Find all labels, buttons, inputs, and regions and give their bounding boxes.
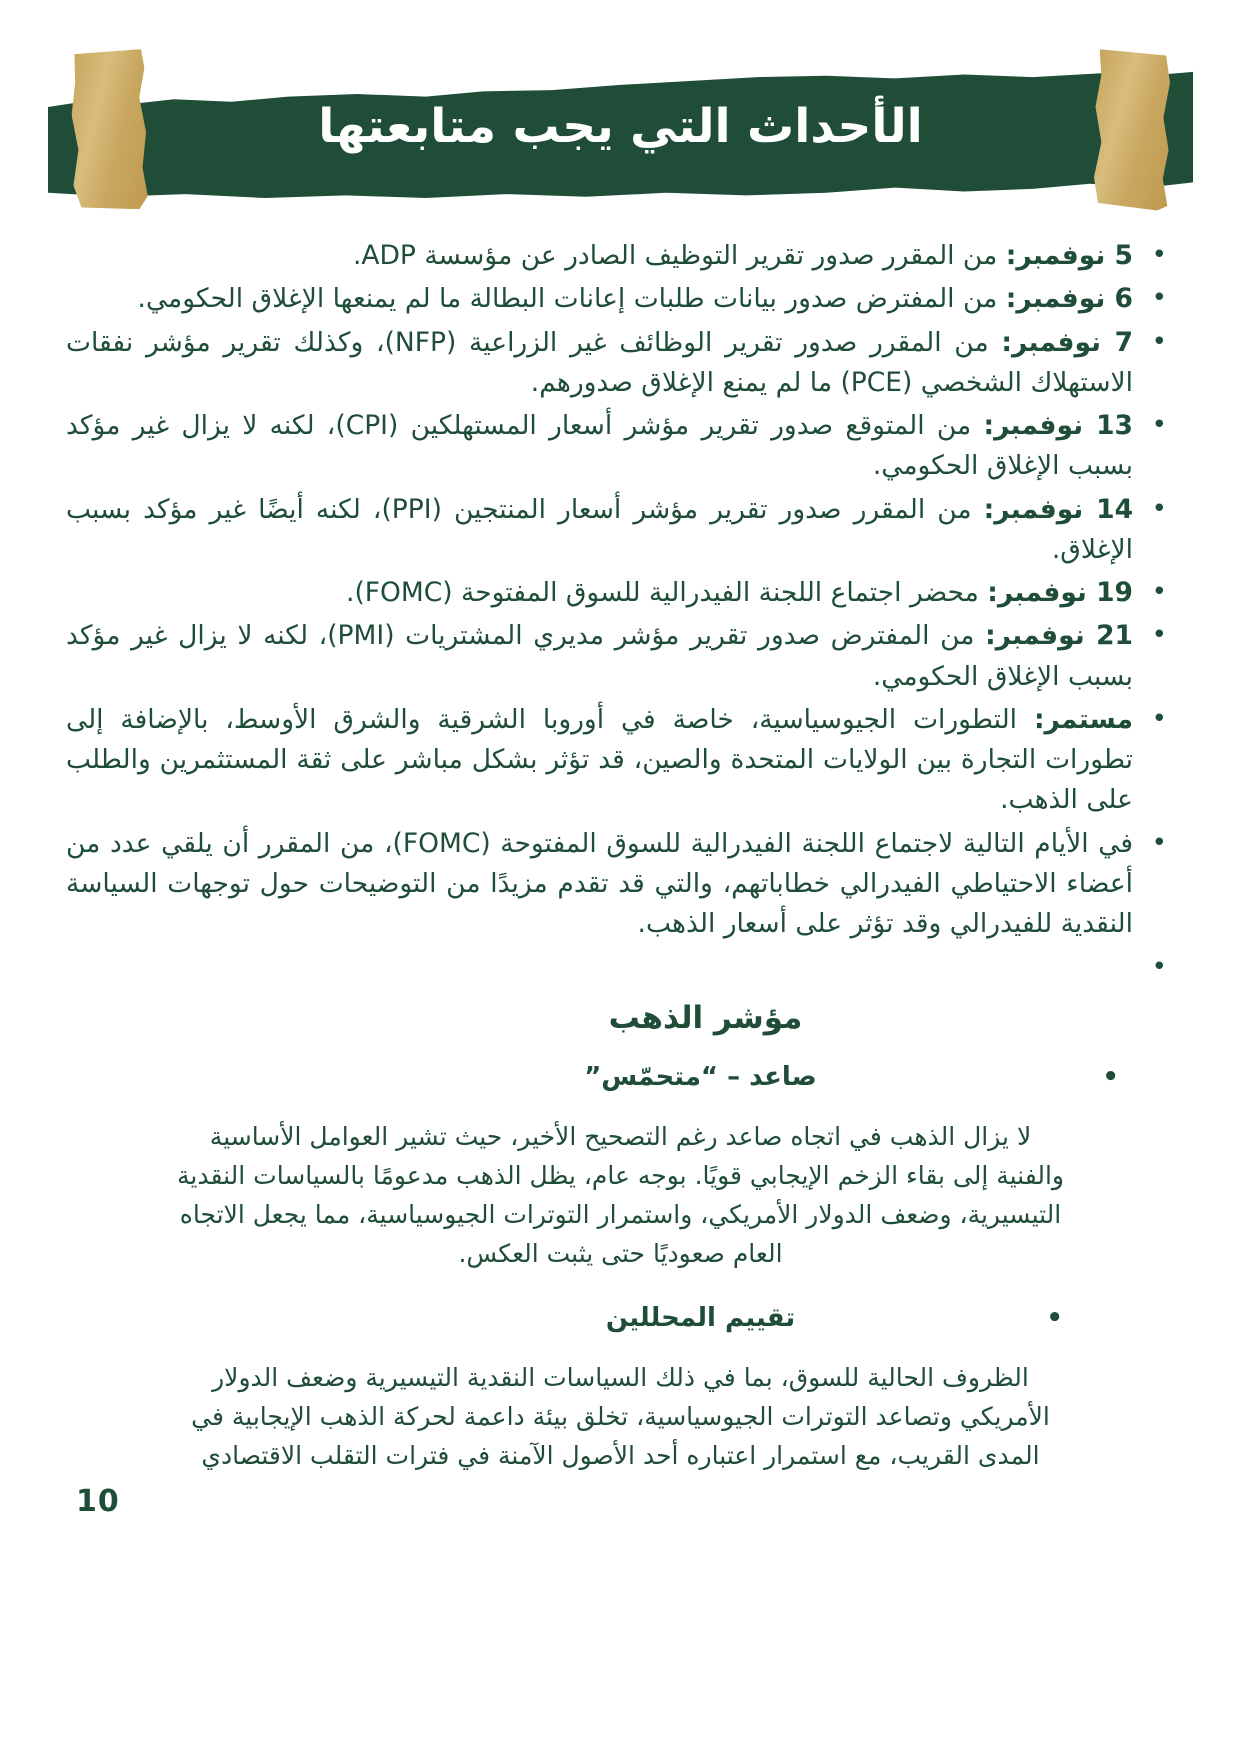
list-item xyxy=(66,406,1175,487)
event-date: 6 نوفمبر: xyxy=(1005,283,1133,315)
sentiment-body: لا يزال الذهب في اتجاه صاعد رغم التصحيح الأخير، حيث تشير العوامل الأساسية والفنية إلى بقاء الزخم الإيجابي قويًا. بوجه عام، يظل الذهب مدعومًا بالسياسات النقدية التيسيرية، وضعف الدولار الأمريكي، واستمرار التوترات الجيوسياسية، مما يجعل الاتجاه العام صعوديًا حتى يثبت العكس. xyxy=(176,1121,1065,1268)
event-date: 21 نوفمبر: xyxy=(985,620,1133,652)
event-text: محضر اجتماع اللجنة الفيدرالية للسوق المفتوحة (FOMC). xyxy=(346,577,988,609)
event-text: من المتوقع صدور تقرير مؤشر أسعار المستهلكين (CPI)، لكنه لا يزال غير مؤكد بسبب الإغلاق الحكومي. xyxy=(66,410,1133,482)
list-item xyxy=(66,700,1175,821)
list-item xyxy=(66,1062,1175,1273)
event-date: 5 نوفمبر: xyxy=(1005,240,1133,271)
event-text: من المفترض صدور تقرير مؤشر مديري المشتريات (PMI)، لكنه لا يزال غير مؤكد بسبب الإغلاق الحكومي. xyxy=(66,620,1133,692)
list-item xyxy=(66,323,1175,404)
list-item xyxy=(66,490,1175,571)
event-text: من المقرر صدور تقرير مؤشر أسعار المنتجين (PPI)، لكنه أيضًا غير مؤكد بسبب الإغلاق. xyxy=(66,493,1133,565)
event-text: التطورات الجيوسياسية، خاصة في أوروبا الشرقية والشرق الأوسط، بالإضافة إلى تطورات التجارة بين الولايات المتحدة والصين، قد تؤثر بشكل مباشر على ثقة المستثمرين والطلب على الذهب. xyxy=(66,703,1133,816)
list-item xyxy=(66,1303,1175,1475)
event-text: من المقرر صدور تقرير الوظائف غير الزراعية (NFP)، وكذلك تقرير مؤشر نفقات الاستهلاك الشخصي (PCE) ما لم يمنع الإغلاق صدورهم. xyxy=(66,326,1133,398)
section-heading-gold-index: مؤشر الذهب xyxy=(608,999,803,1036)
event-date: مستمر: xyxy=(1033,703,1133,735)
event-text: في الأيام التالية لاجتماع اللجنة الفيدرالية للسوق المفتوحة (FOMC)، من المقرر أن يلقي عدد من أعضاء الاحتياطي الفيدرالي خطاباتهم، والتي قد تقدم مزيدًا من التوضيحات حول توجهات السياسة النقدية للفيدرالي وقد تؤثر على أسعار الذهب. xyxy=(66,827,1133,940)
list-item xyxy=(66,616,1175,697)
analyst-assessment-body: الظروف الحالية للسوق، بما في ذلك السياسات النقدية التيسيرية وضعف الدولار الأمريكي وتصاعد التوترات الجيوسياسية، تخلق بيئة داعمة لحركة الذهب الإيجابية في المدى القريب، مع استمرار اعتباره أحد الأصول الآمنة في فترات التقلب الاقتصادي xyxy=(191,1362,1050,1470)
page-title: الأحداث التي يجب متابعتها xyxy=(318,99,923,154)
page-header-banner xyxy=(0,40,1241,220)
event-text: من المقرر صدور تقرير التوظيف الصادر عن مؤسسة ADP. xyxy=(352,240,1006,271)
page-number: 10 xyxy=(76,1484,120,1519)
list-item xyxy=(66,573,1175,613)
event-date: 14 نوفمبر: xyxy=(983,493,1134,525)
list-item xyxy=(66,948,1175,978)
events-list xyxy=(66,236,1175,978)
event-date: 7 نوفمبر: xyxy=(1001,326,1134,358)
list-item xyxy=(66,236,1175,276)
event-text: من المفترض صدور بيانات طلبات إعانات البطالة ما لم يمنعها الإغلاق الحكومي. xyxy=(137,283,1006,315)
event-date: 19 نوفمبر: xyxy=(987,577,1133,609)
analyst-assessment-label: • تقييم المحللين xyxy=(66,1303,1175,1333)
event-date: 13 نوفمبر: xyxy=(983,410,1133,442)
page-content xyxy=(66,236,1175,1505)
list-item xyxy=(66,824,1175,945)
list-item xyxy=(66,279,1175,319)
sentiment-label: • صاعد – “متحمّس” xyxy=(66,1062,1175,1092)
tape-strip-right-icon xyxy=(1093,49,1170,211)
tape-strip-left-icon xyxy=(70,49,148,211)
gold-index-list xyxy=(66,1062,1175,1475)
